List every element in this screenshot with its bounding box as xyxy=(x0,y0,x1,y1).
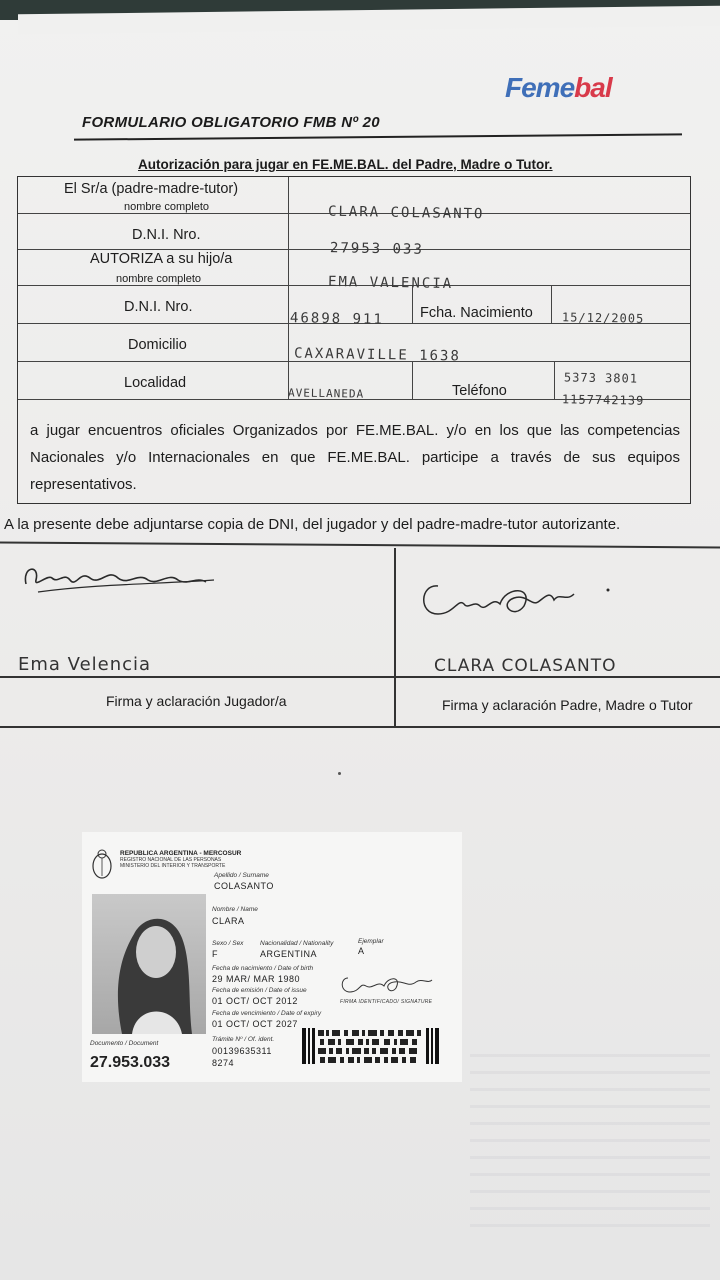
child-name-value: EMA VALENCIA xyxy=(327,273,454,293)
child-dni-value: 46898 911 xyxy=(289,310,384,328)
copy-label: Ejemplar xyxy=(358,938,384,945)
guardian-printed-name: CLARA COLASANTO xyxy=(434,656,617,676)
player-signature xyxy=(18,554,228,600)
expiry-value: 01 OCT/ OCT 2027 xyxy=(212,1019,298,1029)
femebal-logo: Femebal xyxy=(505,72,612,103)
guardian-signature xyxy=(414,570,614,626)
address-label: Domicilio xyxy=(128,337,187,353)
player-printed-name: Ema Velencia xyxy=(18,654,152,675)
column-divider xyxy=(288,177,289,399)
surname-value: COLASANTO xyxy=(214,881,274,891)
card-ministry: MINISTERIO DEL INTERIOR Y TRANSPORTE xyxy=(120,863,226,869)
phone-value-2: 1157742139 xyxy=(561,392,645,408)
sex-value: F xyxy=(212,949,218,959)
guardian-label: El Sr/a (padre-madre-tutor) xyxy=(64,181,239,197)
paper-speck xyxy=(338,772,341,775)
nationality-label: Nacionalidad / Nationality xyxy=(260,940,334,947)
document-number: 27.953.033 xyxy=(90,1054,171,1071)
dob-value: 29 MAR/ MAR 1980 xyxy=(212,974,301,984)
city-value: AVELLANEDA xyxy=(287,386,365,401)
column-divider xyxy=(554,361,555,399)
fullname-hint: nombre completo xyxy=(124,201,209,213)
bleed-through-text xyxy=(470,1040,710,1240)
guardian-dni-value: 27953 033 xyxy=(329,240,424,258)
authorizes-label: AUTORIZA a su hijo/a xyxy=(90,251,233,267)
pdf417-barcode xyxy=(302,1028,440,1064)
birth-date-value: 15/12/2005 xyxy=(561,310,645,326)
signature-label: FIRMA IDENTIFICADO/ SIGNATURE xyxy=(340,999,433,1005)
phone-value-1: 5373 3801 xyxy=(563,370,639,386)
column-divider xyxy=(412,361,413,399)
sex-label: Sexo / Sex xyxy=(212,940,244,947)
tramite-label: Trámite Nº / Of. ident. xyxy=(212,1036,275,1043)
guardian-dni-label: D.N.I. Nro. xyxy=(132,227,201,243)
argentina-seal-icon xyxy=(90,848,114,880)
guardian-name-value: CLARA COLASANTO xyxy=(327,203,485,223)
birth-date-label: Fcha. Nacimiento xyxy=(420,305,533,321)
city-label: Localidad xyxy=(124,375,187,391)
signature-divider xyxy=(394,548,396,728)
address-value: CAXARAVILLE 1638 xyxy=(293,345,461,365)
issue-value: 01 OCT/ OCT 2012 xyxy=(212,996,298,1006)
phone-label: Teléfono xyxy=(452,383,507,399)
surname-label: Apellido / Surname xyxy=(214,872,269,879)
signature-bottom-rule xyxy=(0,726,720,728)
name-label: Nombre / Name xyxy=(212,906,258,913)
card-signature xyxy=(338,970,434,996)
tramite-value-2: 8274 xyxy=(212,1058,235,1068)
id-photo xyxy=(92,894,206,1034)
authorization-paragraph: a jugar encuentros oficiales Organizados por FE.ME.BAL. y/o en los que las competencias Nacionales y/o Internacionales en que FE.ME.BAL. participe a través de sus equipos representativos. xyxy=(30,422,680,493)
child-fullname-hint: nombre completo xyxy=(116,273,201,285)
document-label: Documento / Document xyxy=(90,1040,159,1047)
nationality-value: ARGENTINA xyxy=(260,949,318,959)
card-country: REPUBLICA ARGENTINA - MERCOSUR xyxy=(120,850,242,857)
authorization-table xyxy=(17,176,691,504)
column-divider xyxy=(551,285,552,323)
tramite-value: 00139635311 xyxy=(212,1046,272,1056)
child-dni-label: D.N.I. Nro. xyxy=(124,299,193,315)
player-signature-caption: Firma y aclaración Jugador/a xyxy=(106,693,287,709)
issue-label: Fecha de emisión / Date of issue xyxy=(212,987,307,994)
attachment-notice: A la presente debe adjuntarse copia de DNI, del jugador y del padre-madre-tutor autorizante. xyxy=(4,516,621,533)
form-title: FORMULARIO OBLIGATORIO FMB Nº 20 xyxy=(82,114,380,131)
name-value: CLARA xyxy=(212,916,245,926)
background-edge xyxy=(0,0,720,20)
copy-value: A xyxy=(358,946,365,956)
dni-card-copy xyxy=(82,832,462,1082)
guardian-signature-caption: Firma y aclaración Padre, Madre o Tutor xyxy=(442,697,693,713)
signature-line xyxy=(0,676,720,678)
expiry-label: Fecha de vencimiento / Date of expiry xyxy=(212,1010,322,1017)
card-registry: REGISTRO NACIONAL DE LAS PERSONAS xyxy=(120,857,222,863)
form-subtitle: Autorización para jugar en FE.ME.BAL. del Padre, Madre o Tutor. xyxy=(138,157,553,172)
signature-table xyxy=(0,544,720,730)
dob-label: Fecha de nacimiento / Date of birth xyxy=(212,965,314,972)
